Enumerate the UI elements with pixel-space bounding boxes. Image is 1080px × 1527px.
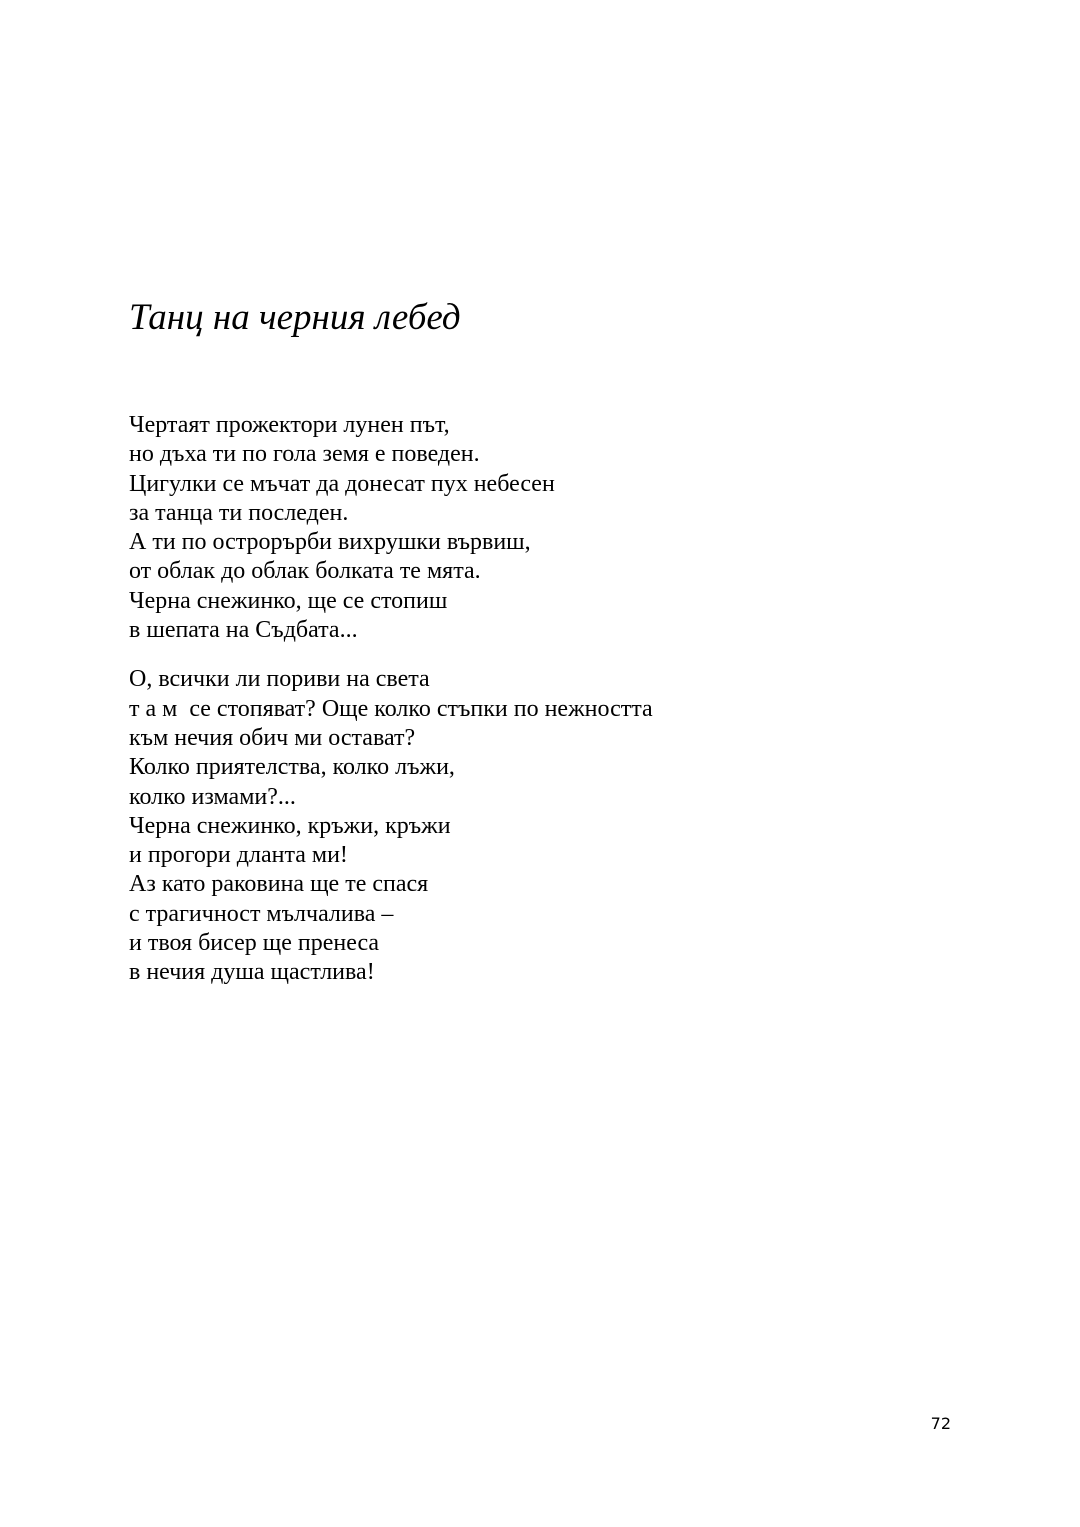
verse-line: Цигулки се мъчат да донесат пух небесен <box>129 470 555 497</box>
verse-line: Аз като раковина ще те спася <box>129 871 429 898</box>
verse-line: Черна снежинко, кръжи, кръжи <box>129 812 451 839</box>
verse-line: Черна снежинко, ще се стопиш <box>129 587 448 614</box>
verse-line: и прогори дланта ми! <box>129 842 348 869</box>
verse-line: към нечия обич ми остават? <box>129 724 416 751</box>
verse-line: Чертаят прожектори лунен път, <box>129 412 450 438</box>
verse-line: А ти по острорърби вихрушки вървиш, <box>129 529 531 556</box>
verse-line: в шепата на Съдбата... <box>129 617 358 644</box>
verse-line: но дъха ти по гола земя е поведен. <box>129 441 480 468</box>
verse-line: с трагичност мълчалива – <box>129 900 394 927</box>
verse-line: т а м се стопяват? Още колко стъпки по нежността <box>129 695 653 722</box>
poem-title: Танц на черния лебед <box>129 297 461 338</box>
poem-body <box>129 411 949 988</box>
stanza-1 <box>129 411 949 645</box>
verse-line: и твоя бисер ще пренеса <box>129 930 380 957</box>
verse-line: колко измами?... <box>129 783 296 810</box>
stanza-2 <box>129 665 949 987</box>
verse-line: О, всички ли пориви на света <box>129 666 430 693</box>
verse-line: в нечия душа щастлива! <box>129 959 375 986</box>
page-number: 72 <box>930 1414 951 1433</box>
verse-line: Колко приятелства, колко лъжи, <box>129 754 455 781</box>
verse-line: от облак до облак болката те мята. <box>129 558 481 585</box>
verse-line: за танца ти последен. <box>129 499 349 526</box>
